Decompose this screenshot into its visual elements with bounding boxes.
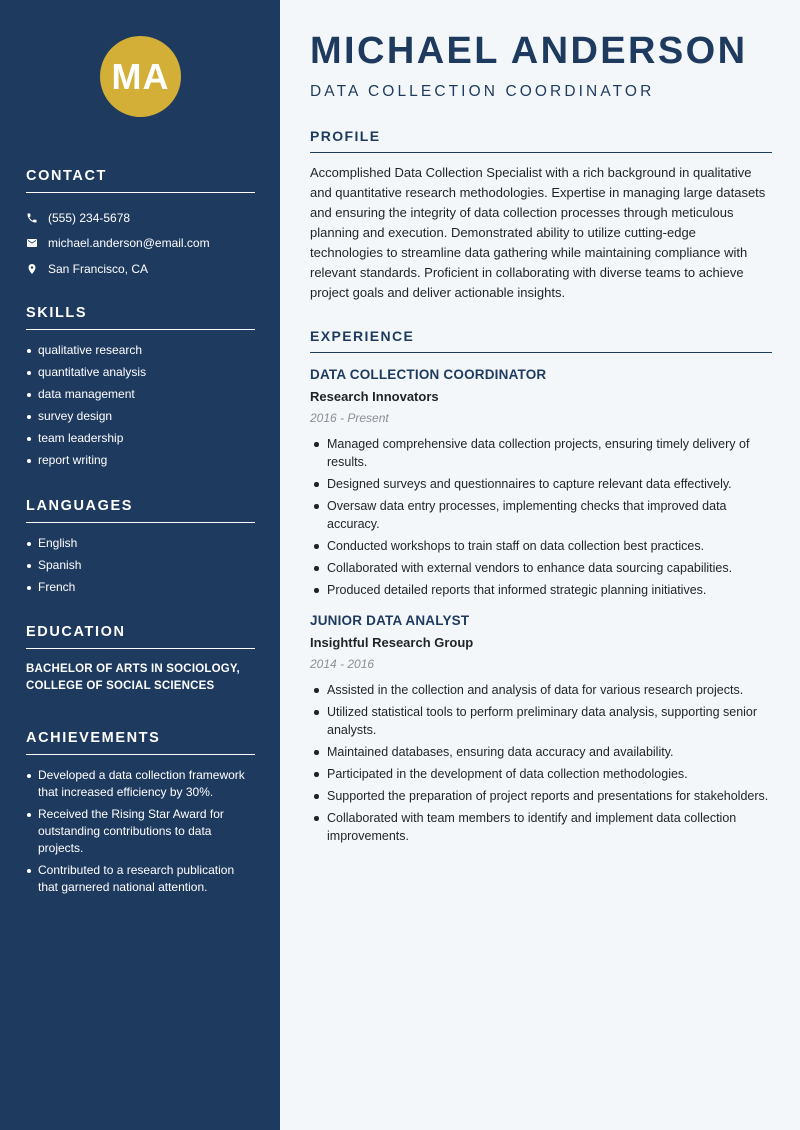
list-item: Collaborated with team members to identify and implement data collection improvements. bbox=[310, 809, 772, 845]
contact-heading: CONTACT bbox=[26, 168, 255, 193]
list-item: Designed surveys and questionnaires to capture relevant data effectively. bbox=[310, 475, 772, 493]
list-item: Supported the preparation of project reports and presentations for stakeholders. bbox=[310, 787, 772, 805]
list-item: report writing bbox=[26, 452, 255, 469]
contact-location bbox=[26, 256, 255, 282]
job-entry bbox=[310, 367, 772, 599]
contact-email bbox=[26, 231, 255, 257]
list-item: French bbox=[26, 579, 255, 596]
phone-icon bbox=[26, 212, 48, 224]
list-item: Collaborated with external vendors to enhance data sourcing capabilities. bbox=[310, 559, 772, 577]
avatar: MA bbox=[100, 36, 181, 117]
company-name: Research Innovators bbox=[310, 389, 439, 404]
contact-section bbox=[26, 168, 255, 282]
list-item: Maintained databases, ensuring data accuracy and availability. bbox=[310, 743, 772, 761]
education-heading: EDUCATION bbox=[26, 624, 255, 649]
list-item: Received the Rising Star Award for outstanding contributions to data projects. bbox=[26, 806, 255, 857]
list-item: quantitative analysis bbox=[26, 364, 255, 381]
list-item: data management bbox=[26, 386, 255, 403]
duties-list bbox=[310, 435, 772, 599]
list-item: Spanish bbox=[26, 557, 255, 574]
location-text: San Francisco, CA bbox=[48, 261, 149, 276]
job-title: DATA COLLECTION COORDINATOR bbox=[310, 367, 547, 382]
list-item: Developed a data collection framework that increased efficiency by 30%. bbox=[26, 767, 255, 801]
email-text: michael.anderson@email.com bbox=[48, 236, 210, 251]
skills-list bbox=[26, 342, 255, 469]
list-item: English bbox=[26, 535, 255, 552]
job-dates: 2014 - 2016 bbox=[310, 657, 375, 671]
phone-text: (555) 234-5678 bbox=[48, 210, 131, 225]
skills-section bbox=[26, 305, 255, 474]
job-entry bbox=[310, 613, 772, 845]
list-item: Oversaw data entry processes, implementing checks that improved data accuracy. bbox=[310, 497, 772, 533]
list-item: team leadership bbox=[26, 430, 255, 447]
company-name: Insightful Research Group bbox=[310, 635, 474, 650]
list-item: qualitative research bbox=[26, 342, 255, 359]
contact-phone bbox=[26, 205, 255, 231]
experience-section bbox=[310, 328, 772, 849]
list-item: Produced detailed reports that informed strategic planning initiatives. bbox=[310, 581, 772, 599]
profile-section bbox=[310, 128, 772, 303]
profile-text: Accomplished Data Collection Specialist with a rich background in qualitative and quantitative research methodologies. Expertise in managing large datasets and ensuring the integrity of data collection processes through meticulous planning and execution. Demonstrated ability to utilize cutting-edge technologies to streamline data gathering while maintaining compliance with relevant standards. Proficient in collaborating with diverse teams to achieve project goals and deliver actionable insights. bbox=[310, 165, 766, 300]
candidate-name: MICHAEL ANDERSON bbox=[310, 30, 748, 72]
mail-icon bbox=[26, 237, 48, 249]
skills-heading: SKILLS bbox=[26, 305, 255, 330]
job-dates: 2016 - Present bbox=[310, 411, 389, 425]
education-section bbox=[26, 624, 255, 695]
education-entry: BACHELOR OF ARTS IN SOCIOLOGY, COLLEGE OF SOCIAL SCIENCES bbox=[26, 663, 240, 692]
list-item: Conducted workshops to train staff on data collection best practices. bbox=[310, 537, 772, 555]
list-item: Managed comprehensive data collection projects, ensuring timely delivery of results. bbox=[310, 435, 772, 471]
achievements-list bbox=[26, 767, 255, 896]
duties-list bbox=[310, 681, 772, 845]
list-item: Utilized statistical tools to perform preliminary data analysis, supporting senior analysts. bbox=[310, 703, 772, 739]
sidebar bbox=[0, 0, 280, 1130]
list-item: Contributed to a research publication that garnered national attention. bbox=[26, 862, 255, 896]
list-item: Assisted in the collection and analysis of data for various research projects. bbox=[310, 681, 772, 699]
languages-heading: LANGUAGES bbox=[26, 498, 255, 523]
profile-heading: PROFILE bbox=[310, 128, 772, 153]
list-item: survey design bbox=[26, 408, 255, 425]
languages-section bbox=[26, 498, 255, 601]
location-pin-icon bbox=[26, 263, 48, 275]
languages-list bbox=[26, 535, 255, 596]
job-title: JUNIOR DATA ANALYST bbox=[310, 613, 470, 628]
list-item: Participated in the development of data collection methodologies. bbox=[310, 765, 772, 783]
experience-heading: EXPERIENCE bbox=[310, 328, 772, 353]
achievements-heading: ACHIEVEMENTS bbox=[26, 730, 255, 755]
candidate-title: DATA COLLECTION COORDINATOR bbox=[310, 83, 655, 100]
achievements-section bbox=[26, 730, 255, 901]
